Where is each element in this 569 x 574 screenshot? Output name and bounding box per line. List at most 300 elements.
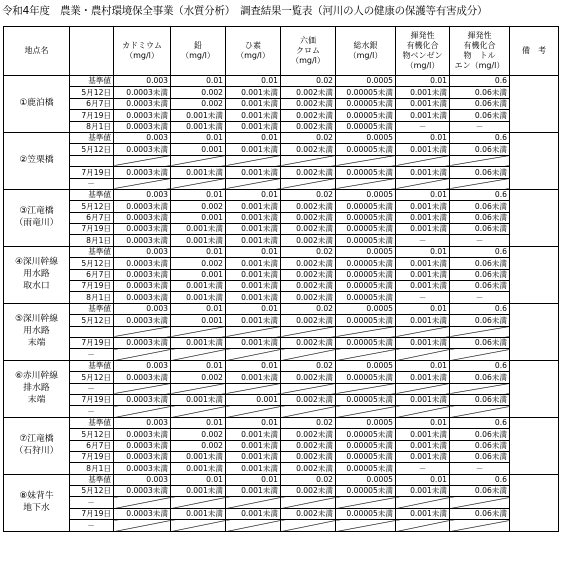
header-row [4,27,559,76]
value-cell: 0.002未満 [281,121,336,132]
date-cell: 7月19日 [70,167,114,178]
value-cell: 0.06未満 [450,281,510,292]
value-cell: 0.001未満 [226,235,281,246]
value-cell: 0.0003未満 [114,315,171,326]
not-sampled-cell [450,520,510,531]
value-cell: 0.06未満 [450,508,510,519]
date-cell: 8月1日 [70,235,114,246]
remarks-cell [510,303,559,360]
value-cell: 0.6 [450,189,510,200]
not-sampled-cell [171,155,226,166]
date-cell: 7月19日 [70,281,114,292]
table-row [4,121,559,132]
value-cell: 0.06未満 [450,429,510,440]
date-cell: 基準値 [70,246,114,257]
value-cell: 0.01 [171,76,226,87]
value-cell: 0.0003未満 [114,87,171,98]
value-cell: 0.00005未満 [336,144,396,155]
total-mercury-column-header: 総水銀 （mg/l） [336,27,396,76]
value-cell: 0.02 [281,360,336,371]
value-cell: 0.002未満 [281,281,336,292]
value-cell: 0.01 [396,417,450,428]
not-sampled-cell [281,383,336,394]
value-cell: 0.00005未満 [336,372,396,383]
value-cell: 0.00005未満 [336,121,396,132]
value-cell: 0.01 [171,246,226,257]
value-cell: 0.02 [281,76,336,87]
value-cell: 0.06未満 [450,98,510,109]
value-cell: 0.003 [114,474,171,485]
site-name: ⑦江竜橋 （石狩川） [4,417,70,474]
value-cell: 0.06未満 [450,201,510,212]
value-cell: 0.02 [281,303,336,314]
site-name: ②笠栗橋 [4,132,70,189]
value-cell: 0.001未満 [226,167,281,178]
date-cell: 5月12日 [70,315,114,326]
value-cell: 0.001未満 [226,224,281,235]
table-row [4,292,559,303]
date-cell: 基準値 [70,360,114,371]
value-cell: 0.0003未満 [114,121,171,132]
value-cell: 0.01 [396,76,450,87]
value-cell: 0.01 [171,132,226,143]
not-sampled-cell [171,326,226,337]
value-cell: 0.0003未満 [114,337,171,348]
value-cell: － [396,463,450,474]
table-row [4,497,559,508]
table-row [4,360,559,371]
value-cell: 0.0003未満 [114,451,171,462]
value-cell: 0.06未満 [450,315,510,326]
value-cell: 0.01 [226,132,281,143]
value-cell: 0.02 [281,246,336,257]
value-cell: 0.6 [450,246,510,257]
table-row [4,508,559,519]
value-cell: 0.003 [114,417,171,428]
value-cell: 0.001未満 [226,201,281,212]
value-cell: － [450,463,510,474]
table-row [4,474,559,485]
value-cell: 0.0003未満 [114,224,171,235]
value-cell: 0.0003未満 [114,167,171,178]
table-row [4,349,559,360]
not-sampled-cell [396,155,450,166]
table-row [4,258,559,269]
value-cell: 0.06未満 [450,167,510,178]
not-sampled-cell [450,497,510,508]
not-sampled-cell [226,326,281,337]
value-cell: 0.0003未満 [114,394,171,405]
value-cell: 0.0003未満 [114,463,171,474]
date-cell: － [70,349,114,360]
date-cell [70,326,114,337]
value-cell: － [450,121,510,132]
value-cell: 0.0003未満 [114,269,171,280]
value-cell: 0.0003未満 [114,212,171,223]
date-cell: 5月12日 [70,486,114,497]
value-cell: 0.001未満 [171,281,226,292]
table-row [4,281,559,292]
value-cell: 0.06未満 [450,212,510,223]
site-name: ④深川幹線 用水路 取水口 [4,246,70,303]
value-cell: 0.0003未満 [114,144,171,155]
table-row [4,98,559,109]
value-cell: － [450,235,510,246]
value-cell: 0.0003未満 [114,98,171,109]
value-cell: 0.001未満 [171,337,226,348]
value-cell: 0.00005未満 [336,281,396,292]
date-cell: 5月12日 [70,144,114,155]
not-sampled-cell [114,178,171,189]
value-cell: 0.0005 [336,189,396,200]
value-cell: 0.0003未満 [114,486,171,497]
value-cell: 0.06未満 [450,394,510,405]
date-cell: 6月7日 [70,212,114,223]
lead-column-header: 鉛 （mg/l） [171,27,226,76]
value-cell: 0.00005未満 [336,212,396,223]
value-cell: 0.003 [114,76,171,87]
value-cell: 0.001未満 [171,224,226,235]
value-cell: 0.001未満 [226,87,281,98]
site-column-header: 地点名 [4,27,70,76]
not-sampled-cell [281,349,336,360]
value-cell: 0.002 [171,372,226,383]
value-cell: － [450,292,510,303]
value-cell: 0.001未満 [226,110,281,121]
value-cell: 0.001未満 [226,269,281,280]
value-cell: 0.6 [450,417,510,428]
value-cell: 0.0005 [336,360,396,371]
date-cell: 7月19日 [70,110,114,121]
value-cell: 0.00005未満 [336,235,396,246]
value-cell: 0.001未満 [171,167,226,178]
not-sampled-cell [226,520,281,531]
not-sampled-cell [336,406,396,417]
value-cell: 0.001未満 [396,508,450,519]
value-cell: 0.00005未満 [336,269,396,280]
toluene-column-header: 揮発性 有機化合 物 トル エン（mg/l） [450,27,510,76]
value-cell: 0.003 [114,132,171,143]
value-cell: 0.001 [171,269,226,280]
date-cell: 7月19日 [70,508,114,519]
value-cell: 0.06未満 [450,87,510,98]
date-cell: － [70,178,114,189]
date-cell: 基準値 [70,189,114,200]
value-cell: 0.002未満 [281,98,336,109]
not-sampled-cell [336,497,396,508]
not-sampled-cell [450,178,510,189]
table-row [4,372,559,383]
value-cell: 0.01 [171,474,226,485]
value-cell: 0.001未満 [396,269,450,280]
value-cell: 0.001未満 [171,508,226,519]
value-cell: － [396,121,450,132]
not-sampled-cell [396,497,450,508]
value-cell: 0.06未満 [450,440,510,451]
not-sampled-cell [171,520,226,531]
value-cell: 0.001未満 [226,212,281,223]
table-row [4,224,559,235]
value-cell: 0.002未満 [281,201,336,212]
not-sampled-cell [281,326,336,337]
value-cell: 0.001未満 [396,394,450,405]
value-cell: 0.003 [114,303,171,314]
value-cell: 0.001未満 [396,337,450,348]
date-cell: 7月19日 [70,337,114,348]
date-column-header [70,27,114,76]
remarks-cell [510,474,559,531]
date-cell: 8月1日 [70,292,114,303]
value-cell: 0.00005未満 [336,463,396,474]
value-cell: 0.6 [450,76,510,87]
value-cell: 0.001未満 [226,372,281,383]
value-cell: 0.002未満 [281,451,336,462]
value-cell: 0.06未満 [450,110,510,121]
not-sampled-cell [281,155,336,166]
value-cell: 0.002 [171,201,226,212]
value-cell: 0.01 [396,360,450,371]
value-cell: 0.00005未満 [336,258,396,269]
table-row [4,178,559,189]
not-sampled-cell [336,349,396,360]
table-row [4,246,559,257]
value-cell: 0.01 [396,132,450,143]
value-cell: 0.02 [281,417,336,428]
value-cell: 0.001未満 [226,463,281,474]
value-cell: 0.01 [396,189,450,200]
value-cell: 0.0003未満 [114,372,171,383]
not-sampled-cell [171,497,226,508]
value-cell: 0.001未満 [226,486,281,497]
value-cell: 0.00005未満 [336,394,396,405]
value-cell: 0.0003未満 [114,429,171,440]
not-sampled-cell [226,497,281,508]
date-cell: 6月7日 [70,98,114,109]
value-cell: 0.01 [226,417,281,428]
value-cell: 0.06未満 [450,224,510,235]
date-cell: 8月1日 [70,463,114,474]
date-cell: 5月12日 [70,258,114,269]
value-cell: 0.06未満 [450,269,510,280]
value-cell: 0.001未満 [396,440,450,451]
value-cell: 0.00005未満 [336,508,396,519]
not-sampled-cell [281,406,336,417]
value-cell: 0.02 [281,132,336,143]
not-sampled-cell [114,155,171,166]
value-cell: 0.01 [226,246,281,257]
date-cell: 基準値 [70,76,114,87]
value-cell: 0.0005 [336,132,396,143]
value-cell: 0.01 [396,303,450,314]
value-cell: 0.001未満 [226,451,281,462]
not-sampled-cell [114,406,171,417]
date-cell: － [70,383,114,394]
remarks-column-header: 備 考 [510,27,559,76]
value-cell: 0.002未満 [281,315,336,326]
value-cell: 0.001未満 [396,486,450,497]
value-cell: 0.00005未満 [336,486,396,497]
table-row [4,189,559,200]
table-row [4,486,559,497]
value-cell: 0.002未満 [281,429,336,440]
value-cell: 0.001未満 [226,144,281,155]
value-cell: 0.002 [171,98,226,109]
date-cell: － [70,406,114,417]
table-row [4,87,559,98]
date-cell: 8月1日 [70,121,114,132]
value-cell: 0.002未満 [281,110,336,121]
value-cell: 0.0003未満 [114,292,171,303]
value-cell: 0.001未満 [396,167,450,178]
value-cell: 0.001 [226,394,281,405]
value-cell: 0.001未満 [226,98,281,109]
value-cell: 0.002未満 [281,292,336,303]
value-cell: 0.002未満 [281,167,336,178]
not-sampled-cell [114,349,171,360]
value-cell: 0.001未満 [226,258,281,269]
date-cell: 5月12日 [70,372,114,383]
value-cell: 0.6 [450,303,510,314]
value-cell: 0.00005未満 [336,201,396,212]
results-table [3,26,559,532]
not-sampled-cell [226,349,281,360]
value-cell: 0.00005未満 [336,440,396,451]
value-cell: 0.002 [171,429,226,440]
date-cell: － [70,520,114,531]
table-row [4,269,559,280]
not-sampled-cell [450,349,510,360]
value-cell: 0.001未満 [171,292,226,303]
value-cell: 0.00005未満 [336,451,396,462]
value-cell: 0.001未満 [396,98,450,109]
not-sampled-cell [336,178,396,189]
value-cell: 0.001未満 [226,337,281,348]
value-cell: 0.001未満 [226,508,281,519]
value-cell: 0.6 [450,132,510,143]
not-sampled-cell [336,326,396,337]
remarks-cell [510,417,559,474]
value-cell: 0.00005未満 [336,315,396,326]
value-cell: 0.01 [226,303,281,314]
date-cell: 5月12日 [70,201,114,212]
not-sampled-cell [336,520,396,531]
table-row [4,440,559,451]
table-row [4,144,559,155]
table-row [4,235,559,246]
table-row [4,201,559,212]
value-cell: 0.002 [171,87,226,98]
value-cell: 0.001未満 [396,224,450,235]
value-cell: 0.01 [396,474,450,485]
value-cell: 0.002 [171,258,226,269]
not-sampled-cell [114,383,171,394]
value-cell: 0.0005 [336,246,396,257]
value-cell: 0.001未満 [396,451,450,462]
value-cell: 0.06未満 [450,337,510,348]
not-sampled-cell [396,349,450,360]
value-cell: 0.002未満 [281,508,336,519]
value-cell: 0.002未満 [281,269,336,280]
not-sampled-cell [226,155,281,166]
value-cell: 0.01 [396,246,450,257]
value-cell: 0.06未満 [450,451,510,462]
value-cell: 0.002未満 [281,463,336,474]
value-cell: 0.0003未満 [114,440,171,451]
value-cell: 0.0003未満 [114,281,171,292]
table-row [4,463,559,474]
value-cell: 0.001未満 [171,451,226,462]
value-cell: 0.01 [226,76,281,87]
value-cell: 0.001未満 [396,372,450,383]
value-cell: 0.0003未満 [114,235,171,246]
value-cell: 0.00005未満 [336,167,396,178]
table-row [4,394,559,405]
arsenic-column-header: ひ素 （mg/l） [226,27,281,76]
value-cell: 0.002未満 [281,394,336,405]
value-cell: 0.6 [450,360,510,371]
date-cell [70,155,114,166]
value-cell: 0.01 [226,189,281,200]
value-cell: 0.0005 [336,76,396,87]
value-cell: 0.001未満 [396,144,450,155]
date-cell: 6月7日 [70,440,114,451]
value-cell: 0.01 [171,189,226,200]
not-sampled-cell [171,383,226,394]
value-cell: 0.00005未満 [336,429,396,440]
value-cell: 0.001未満 [226,281,281,292]
value-cell: 0.01 [226,360,281,371]
value-cell: 0.001未満 [171,121,226,132]
not-sampled-cell [114,497,171,508]
value-cell: 0.001未満 [396,212,450,223]
table-row [4,337,559,348]
value-cell: 0.003 [114,360,171,371]
value-cell: 0.002 [171,440,226,451]
date-cell: 5月12日 [70,87,114,98]
value-cell: 0.00005未満 [336,337,396,348]
not-sampled-cell [396,178,450,189]
hexavalent-chromium-column-header: 六価 クロム （mg/l） [281,27,336,76]
value-cell: 0.003 [114,246,171,257]
value-cell: 0.00005未満 [336,87,396,98]
not-sampled-cell [336,383,396,394]
not-sampled-cell [226,383,281,394]
site-name: ⑤深川幹線 用水路 末端 [4,303,70,360]
remarks-cell [510,360,559,417]
value-cell: 0.001未満 [396,87,450,98]
value-cell: 0.00005未満 [336,98,396,109]
not-sampled-cell [450,383,510,394]
value-cell: 0.001未満 [226,315,281,326]
date-cell: 6月7日 [70,269,114,280]
value-cell: 0.001未満 [396,315,450,326]
date-cell: 基準値 [70,417,114,428]
not-sampled-cell [226,178,281,189]
site-name: ①鹿泊橋 [4,76,70,133]
value-cell: 0.002未満 [281,212,336,223]
remarks-cell [510,189,559,246]
value-cell: 0.0003未満 [114,258,171,269]
value-cell: 0.6 [450,474,510,485]
table-row [4,110,559,121]
value-cell: 0.001未満 [171,110,226,121]
value-cell: 0.001 [171,315,226,326]
value-cell: － [396,292,450,303]
date-cell: － [70,497,114,508]
value-cell: 0.001未満 [171,486,226,497]
not-sampled-cell [396,383,450,394]
value-cell: 0.0003未満 [114,201,171,212]
